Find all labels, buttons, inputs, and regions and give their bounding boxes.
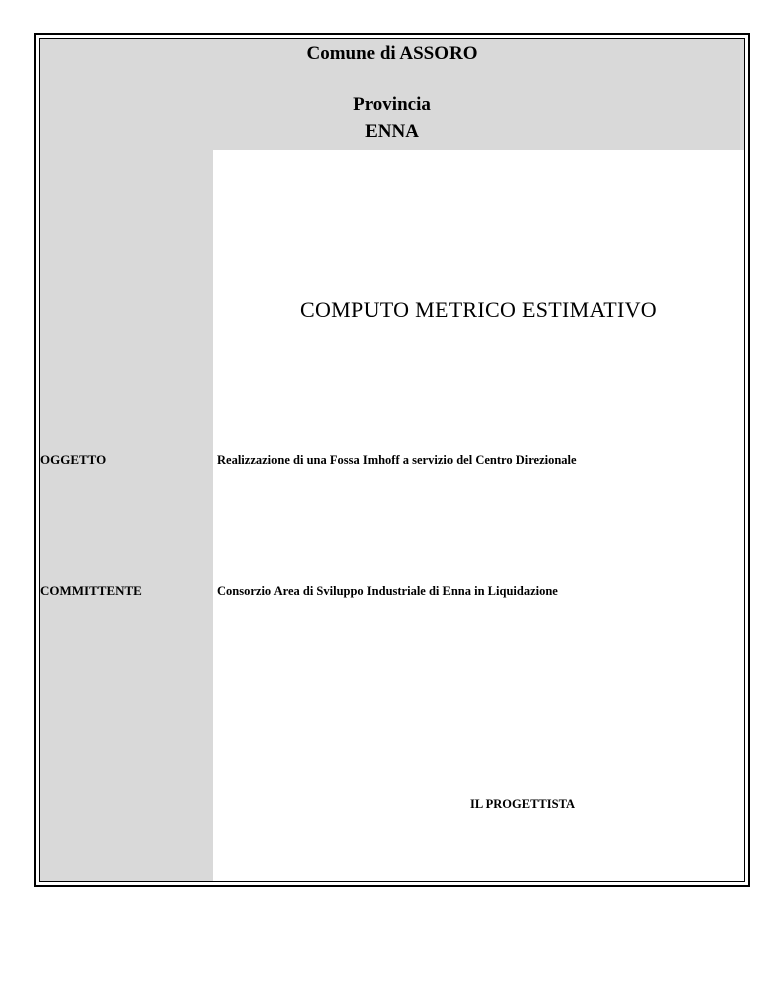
label-column — [40, 150, 213, 881]
committente-label: COMMITTENTE — [40, 583, 142, 598]
oggetto-label: OGGETTO — [40, 452, 107, 467]
comune-name: Comune di ASSORO — [306, 43, 478, 64]
cover-frame-inner — [39, 38, 745, 882]
provincia-name: ENNA — [365, 121, 419, 142]
signature-label: IL PROGETTISTA — [470, 797, 576, 811]
cover-frame — [34, 33, 750, 887]
provincia-label: Provincia — [353, 94, 431, 115]
document-title: COMPUTO METRICO ESTIMATIVO — [300, 297, 657, 322]
committente-value: Consorzio Area di Sviluppo Industriale di Enna in Liquidazione — [217, 584, 558, 598]
oggetto-value: Realizzazione di una Fossa Imhoff a servizio del Centro Direzionale — [217, 453, 577, 467]
